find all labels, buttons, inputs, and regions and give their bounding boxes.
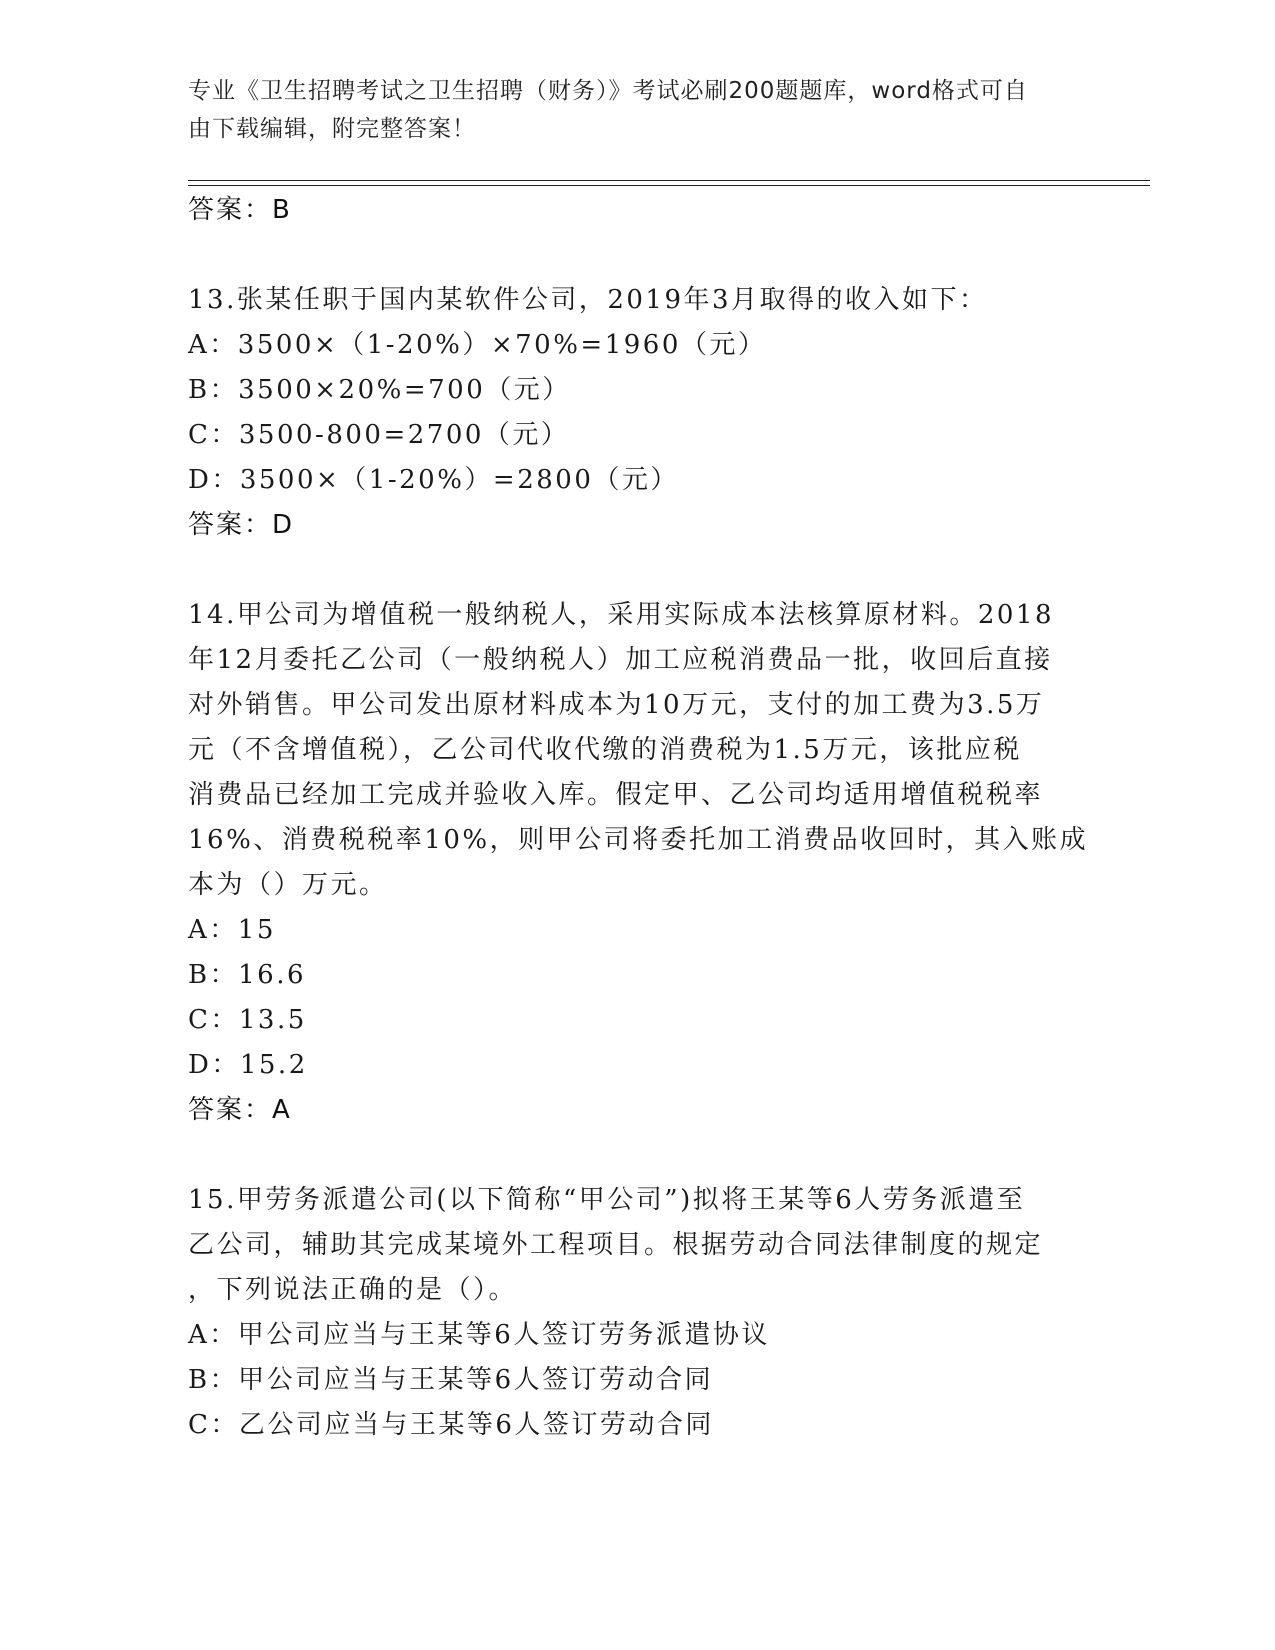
question-content <box>188 188 1088 1448</box>
question-stem-line: 15.甲劳务派遣公司(以下简称“甲公司”)拟将王某等6人劳务派遣至 <box>188 1185 1026 1215</box>
option-d: D：3500×（1-20%）=2800（元） <box>188 465 679 495</box>
question-stem-line: 元（不含增值税），乙公司代收代缴的消费税为1.5万元，该批应税 <box>188 735 1022 765</box>
answer: 答案：A <box>188 1095 292 1125</box>
answer: 答案：D <box>188 510 295 540</box>
question-stem-line: 对外销售。甲公司发出原材料成本为10万元，支付的加工费为3.5万 <box>188 690 1045 720</box>
question-stem-line: 乙公司，辅助其完成某境外工程项目。根据劳动合同法律制度的规定 <box>188 1230 1044 1260</box>
question-stem-line: 本为（）万元。 <box>188 870 388 900</box>
header-note <box>188 72 1068 148</box>
option-a: A：15 <box>188 915 276 945</box>
question-stem-line: ，下列说法正确的是（）。 <box>188 1275 518 1305</box>
header-line-2: 由下载编辑，附完整答案！ <box>188 116 476 142</box>
question-13 <box>188 278 1088 548</box>
option-c: C：乙公司应当与王某等6人签订劳动合同 <box>188 1410 714 1440</box>
question-stem-line: 年12月委托乙公司（一般纳税人）加工应税消费品一批，收回后直接 <box>188 645 1053 675</box>
question-stem-line: 14.甲公司为增值税一般纳税人，采用实际成本法核算原材料。2018 <box>188 600 1055 630</box>
question-14 <box>188 593 1088 1133</box>
question-stem: 13.张某任职于国内某软件公司，2019年3月取得的收入如下： <box>188 285 988 315</box>
question-15 <box>188 1178 1088 1448</box>
option-c: C：3500-800=2700（元） <box>188 420 570 450</box>
spacer <box>188 233 1088 278</box>
spacer <box>188 1133 1088 1178</box>
option-b: B：甲公司应当与王某等6人签订劳动合同 <box>188 1365 714 1395</box>
question-stem-line: 消费品已经加工完成并验收入库。假定甲、乙公司均适用增值税税率 <box>188 780 1044 810</box>
option-b: B：3500×20%=700（元） <box>188 375 571 405</box>
option-d: D：15.2 <box>188 1050 308 1080</box>
option-a: A：3500×（1-20%）×70%=1960（元） <box>188 330 767 360</box>
option-b: B：16.6 <box>188 960 306 990</box>
option-a: A：甲公司应当与王某等6人签订劳务派遣协议 <box>188 1320 770 1350</box>
header-line-1: 专业《卫生招聘考试之卫生招聘（财务）》考试必刷200题题库，word格式可自 <box>188 78 1028 104</box>
answer-prev: 答案：B <box>188 195 292 225</box>
spacer <box>188 548 1088 593</box>
question-stem-line: 16%、消费税税率10%，则甲公司将委托加工消费品收回时，其入账成 <box>188 825 1089 855</box>
option-c: C：13.5 <box>188 1005 307 1035</box>
header-rule-bottom <box>188 185 1150 186</box>
header-rule-top <box>188 180 1150 181</box>
